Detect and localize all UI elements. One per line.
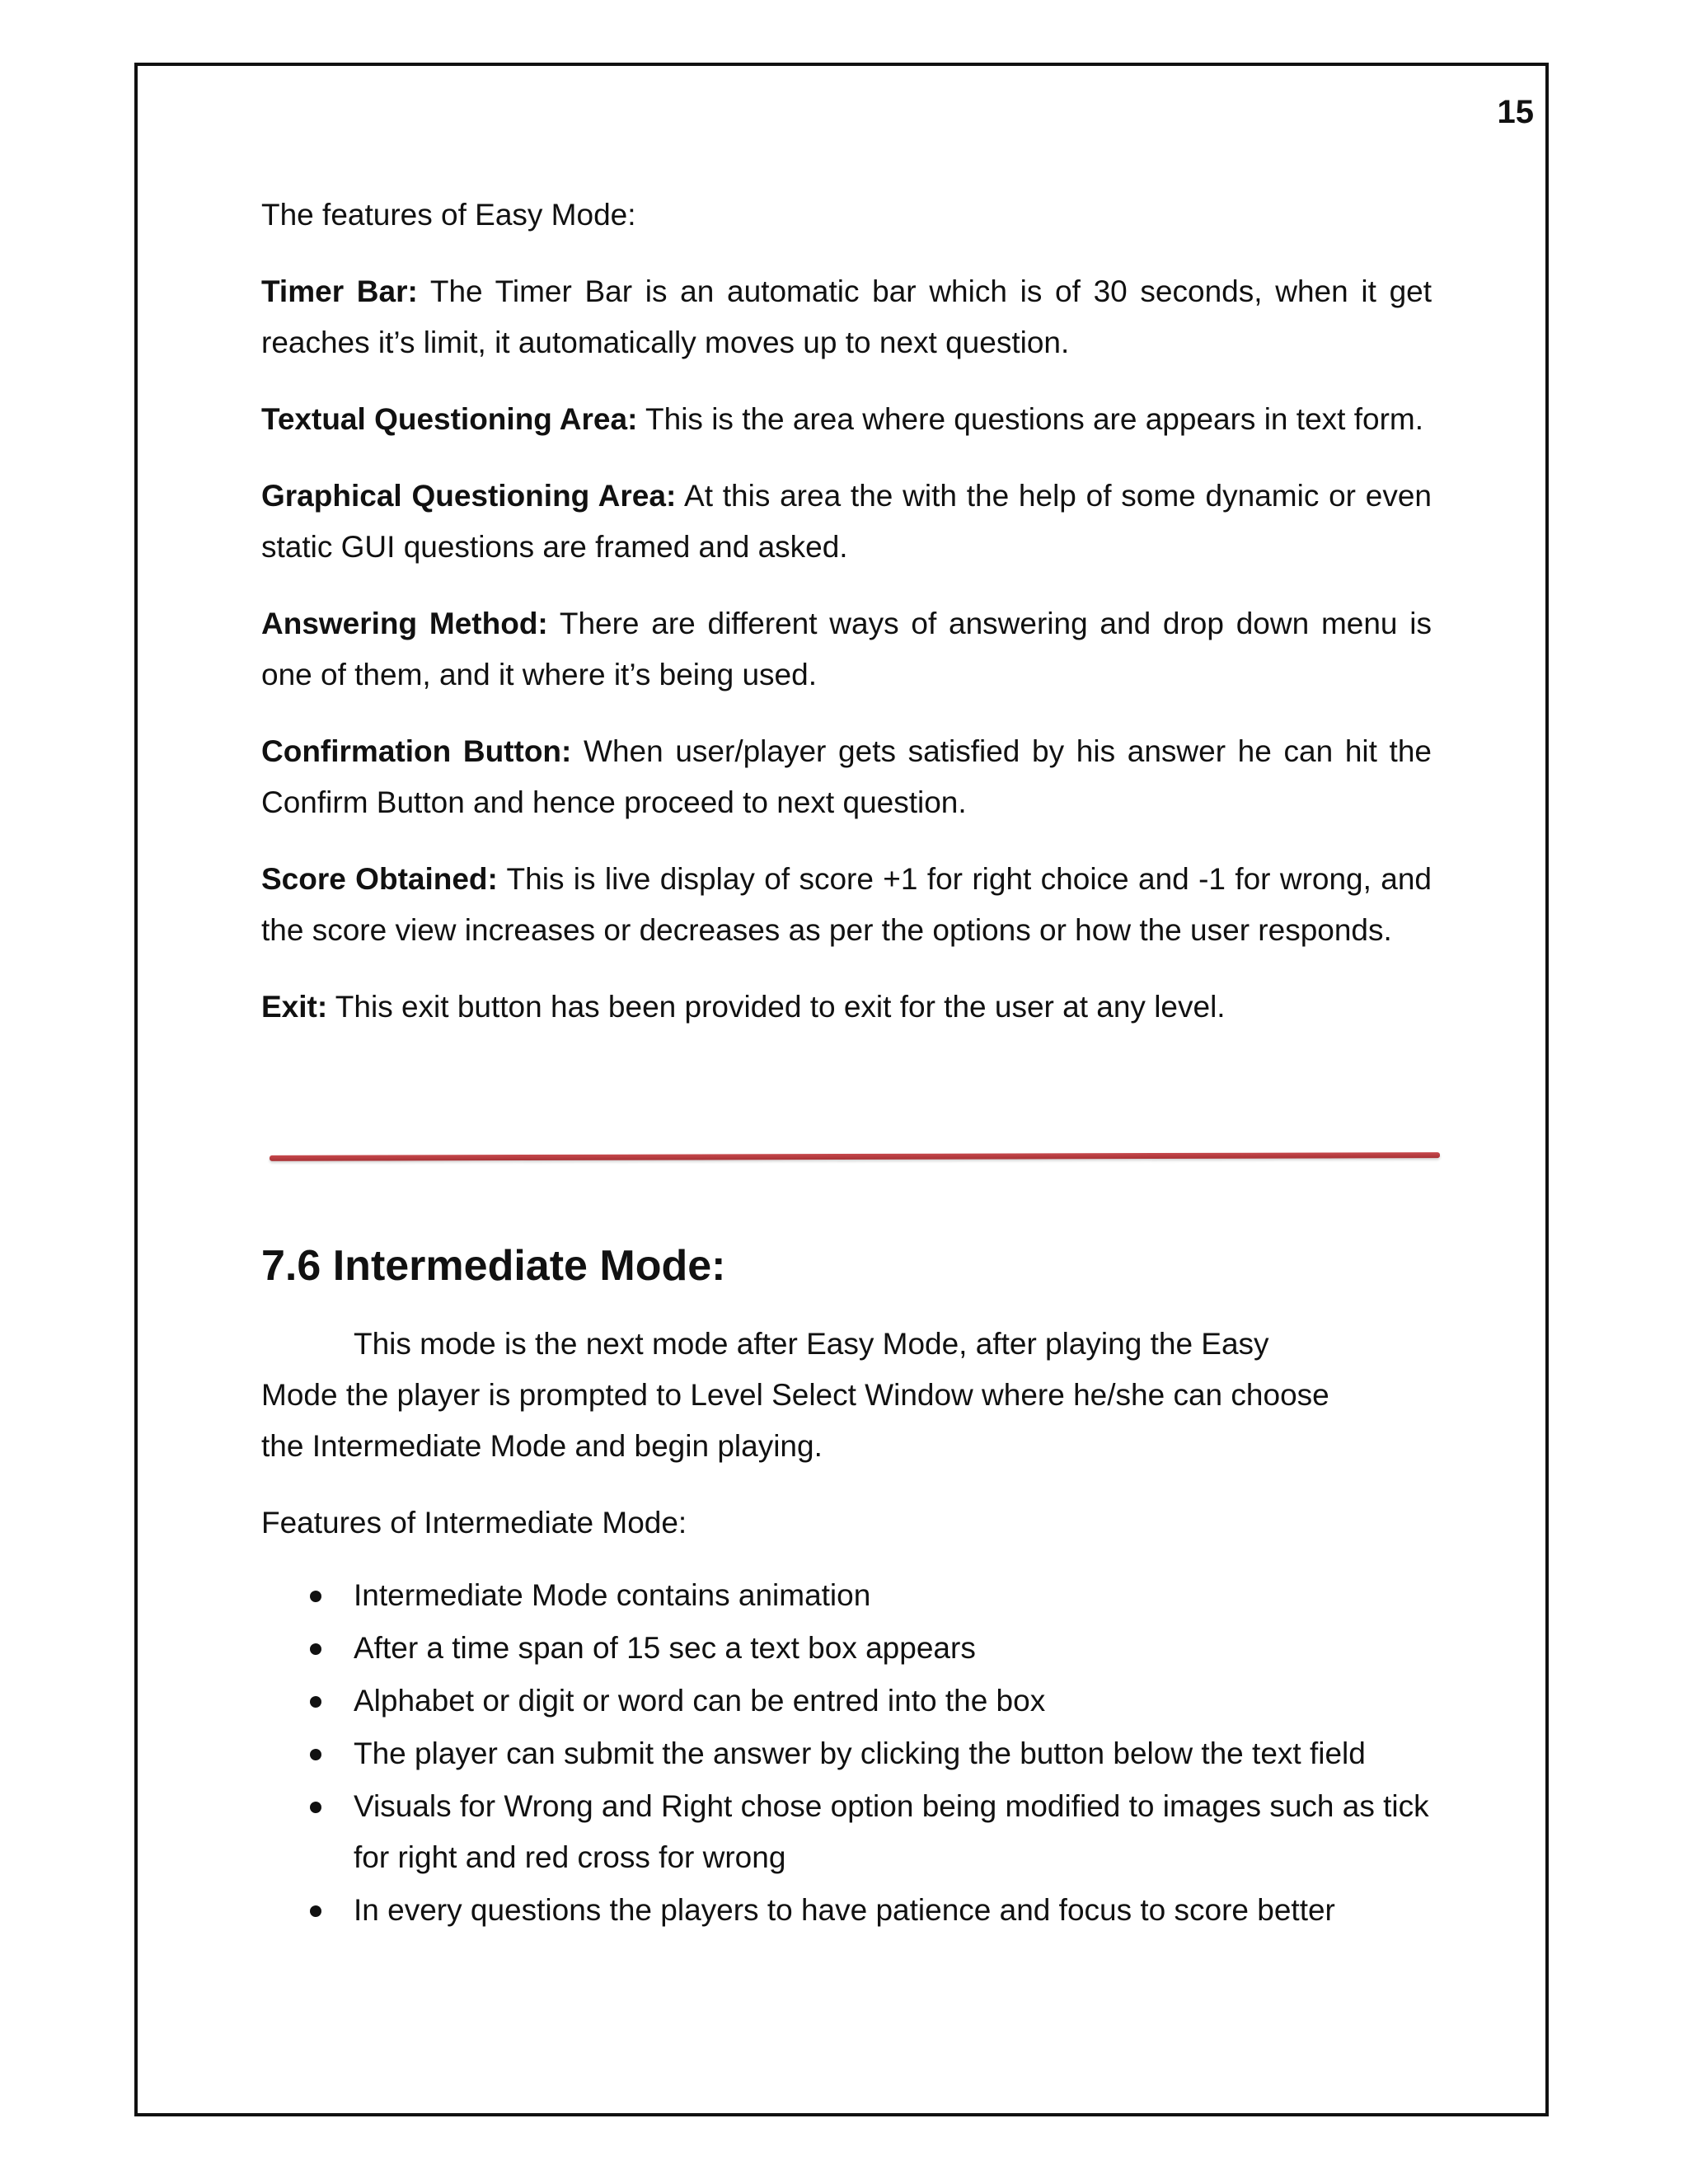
feature-confirmation-button <box>261 726 1432 828</box>
page-frame <box>134 63 1549 2116</box>
feature-answering-method <box>261 598 1432 701</box>
intermediate-mode-intro: This mode is the next mode after Easy Mode, after playing the Easy Mode the player is prompted to Level Select Window where he/she can choose the Intermediate Mode and begin playing. <box>261 1327 1329 1463</box>
list-item-text: After a time span of 15 sec a text box appears <box>354 1631 976 1665</box>
feature-text: At this area the with the help of some dynamic or even static GUI questions are framed and asked. <box>261 479 1432 564</box>
feature-textual-questioning-area <box>261 394 1432 445</box>
feature-text: When user/player gets satisfied by his answer he can hit the Confirm Button and hence proceed to next question. <box>261 734 1432 819</box>
feature-term: Confirmation Button: <box>261 734 572 768</box>
feature-timer-bar <box>261 266 1432 368</box>
list-item-text: Intermediate Mode contains animation <box>354 1578 871 1612</box>
list-item <box>354 1728 1432 1779</box>
bullet-icon <box>310 1749 321 1760</box>
feature-term: Timer Bar: <box>261 274 418 308</box>
easy-mode-features <box>261 190 1432 1058</box>
list-item <box>354 1885 1432 1936</box>
bullet-icon <box>310 1905 321 1917</box>
bullet-icon <box>310 1591 321 1602</box>
feature-text: The Timer Bar is an automatic bar which is of 30 seconds, when it get reaches it’s limit, it automatically moves up to next question. <box>261 274 1432 359</box>
feature-term: Exit: <box>261 990 328 1024</box>
feature-text: This exit button has been provided to exit for the user at any level. <box>327 990 1226 1024</box>
section-heading: 7.6 Intermediate Mode: <box>261 1242 726 1290</box>
feature-term: Score Obtained: <box>261 862 498 896</box>
feature-text: This is the area where questions are appears in text form. <box>637 402 1423 436</box>
list-item <box>354 1675 1432 1727</box>
feature-text: There are different ways of answering and drop down menu is one of them, and it where it’s being used. <box>261 607 1432 691</box>
intermediate-features-label: Features of Intermediate Mode: <box>261 1506 687 1540</box>
feature-exit <box>261 982 1432 1033</box>
feature-text: This is live display of score +1 for right choice and -1 for wrong, and the score view increases or decreases as per the options or how the user responds. <box>261 862 1432 947</box>
section-divider <box>270 1152 1440 1161</box>
feature-term: Textual Questioning Area: <box>261 402 638 436</box>
feature-graphical-questioning-area <box>261 471 1432 573</box>
bullet-icon <box>310 1643 321 1655</box>
list-item-text: The player can submit the answer by clicking the button below the text field <box>354 1736 1366 1770</box>
intermediate-mode-section <box>261 1236 1432 1938</box>
list-item <box>354 1623 1432 1674</box>
bullet-icon <box>310 1802 321 1813</box>
easy-mode-intro: The features of Easy Mode: <box>261 198 636 232</box>
list-item <box>354 1570 1432 1621</box>
feature-score-obtained <box>261 854 1432 956</box>
list-item-text: In every questions the players to have patience and focus to score better <box>354 1893 1335 1927</box>
page-number: 15 <box>1497 94 1534 130</box>
feature-term: Answering Method: <box>261 607 548 640</box>
list-item-text: Alphabet or digit or word can be entred into the box <box>354 1684 1046 1718</box>
list-item-text: Visuals for Wrong and Right chose option being modified to images such as tick for right and red cross for wrong <box>354 1789 1429 1874</box>
list-item <box>354 1781 1432 1883</box>
intermediate-features-list <box>261 1570 1432 1936</box>
feature-term: Graphical Questioning Area: <box>261 479 677 513</box>
bullet-icon <box>310 1696 321 1708</box>
